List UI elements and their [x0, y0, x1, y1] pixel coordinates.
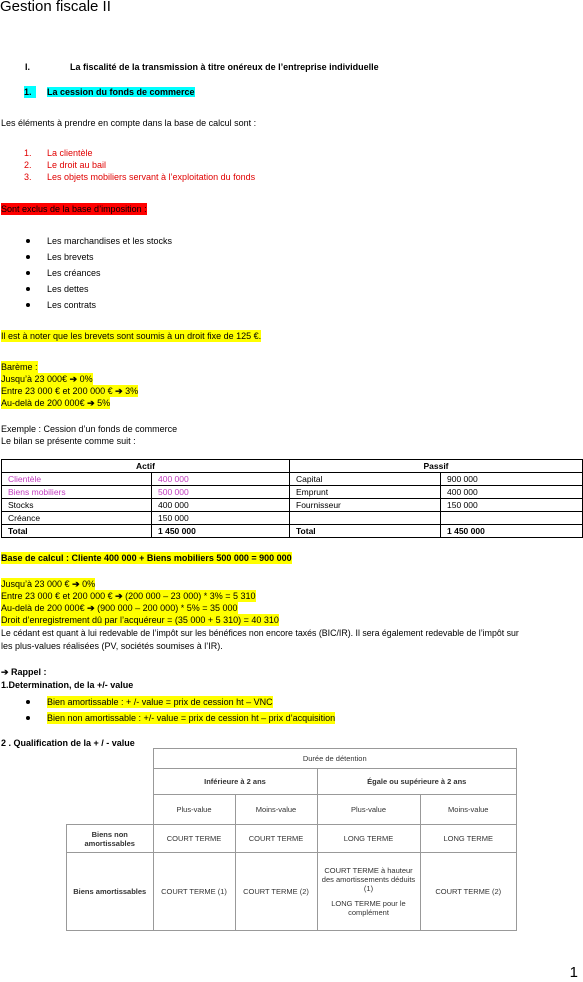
excluded-item: Les dettes [47, 284, 89, 294]
cedant-text-2: les plus-values réalisées (PV, sociétés soumises à l’IR). [1, 641, 223, 651]
cell: LONG TERME [420, 825, 517, 853]
calc-line-4: Droit d’enregistrement dû par l’acquéreur = (35 000 + 5 310) = 40 310 [1, 615, 279, 625]
arrow-right-icon: ➔ [115, 386, 123, 396]
included-item-2: Le droit au bail [47, 160, 107, 170]
balance-sheet-table [1, 459, 583, 538]
qual-pv: Plus-value [153, 795, 235, 825]
included-num-1: 1. [24, 148, 32, 158]
qual-row-label: Biens non amortissables [67, 825, 154, 853]
arrow-right-icon: ➔ [115, 591, 123, 601]
rappel-title: ➔ Rappel : [1, 667, 47, 677]
calc-line-3: Au-delà de 200 000€ ➔ (900 000 – 200 000) * 5% = 35 000 [1, 603, 238, 613]
qual-sup: Égale ou supérieure à 2 ans [317, 769, 517, 795]
cell: 400 000 [441, 486, 583, 499]
excluded-item: Les marchandises et les stocks [47, 236, 173, 246]
excluded-item: Les créances [47, 268, 101, 278]
balance-header-passif: Passif [290, 460, 583, 473]
cedant-text-1: Le cédant est quant à lui redevable de l’impôt sur les bénéfices non encore taxés (BIC/IR). Il sera également redevable de l’impôt sur [1, 628, 519, 638]
cell [290, 512, 441, 525]
cell: Emprunt [290, 486, 441, 499]
cell [317, 853, 420, 931]
cell: Total [290, 525, 441, 538]
table-row [2, 512, 583, 525]
cell: LONG TERME [317, 825, 420, 853]
cell: Créance [2, 512, 152, 525]
cell: Fournisseur [290, 499, 441, 512]
bullet-icon [26, 700, 30, 704]
excluded-item: Les brevets [47, 252, 94, 262]
excluded-item: Les contrats [47, 300, 97, 310]
section-number: I. [25, 62, 31, 72]
bareme-line-2: Entre 23 000 € et 200 000 € ➔ 3% [1, 386, 139, 396]
cell: Biens mobiliers [2, 486, 152, 499]
cell: 900 000 [441, 473, 583, 486]
bareme-title: Barème : [1, 362, 38, 372]
cell: 500 000 [152, 486, 290, 499]
included-item-1: La clientèle [47, 148, 93, 158]
calc-line-1: Jusqu’à 23 000 € ➔ 0% [1, 579, 96, 589]
qualification-table [66, 748, 517, 931]
cell: COURT TERME [153, 825, 235, 853]
included-item-3: Les objets mobiliers servant à l’exploitation du fonds [47, 172, 256, 182]
cell [441, 512, 583, 525]
subsection-title: La cession du fonds de commerce [47, 87, 195, 97]
qual-mv: Moins-value [420, 795, 517, 825]
bullet-icon [26, 239, 30, 243]
cell: Clientèle [2, 473, 152, 486]
intro-text: Les éléments à prendre en compte dans la base de calcul sont : [1, 118, 257, 128]
determination-title: 1.Determination, de la +/- value [1, 680, 134, 690]
cell-text: COURT TERME à hauteur des amortissements déduits (1) [321, 866, 416, 893]
cell: 1 450 000 [441, 525, 583, 538]
cell-text: LONG TERME pour le complément [331, 899, 406, 917]
arrow-right-icon: ➔ [87, 398, 95, 408]
page-number: 1 [569, 964, 578, 981]
arrow-right-icon: ➔ [1, 667, 9, 677]
arrow-right-icon: ➔ [72, 579, 80, 589]
arrow-right-icon: ➔ [69, 374, 78, 384]
calc-line-2: Entre 23 000 € et 200 000 € ➔ (200 000 – 23 000) * 3% = 5 310 [1, 591, 256, 601]
cell: 400 000 [152, 473, 290, 486]
cell: Capital [290, 473, 441, 486]
table-row [2, 486, 583, 499]
bullet-icon [26, 287, 30, 291]
cell: 1 450 000 [152, 525, 290, 538]
cell: COURT TERME (2) [235, 853, 317, 931]
qual-duree: Durée de détention [153, 749, 517, 769]
section-title: La fiscalité de la transmission à titre onéreux de l’entreprise individuelle [70, 62, 379, 72]
cell: 150 000 [152, 512, 290, 525]
cell: 150 000 [441, 499, 583, 512]
bullet-icon [26, 271, 30, 275]
subsection-number: 1. [24, 86, 36, 98]
note-brevets: Il est à noter que les brevets sont soumis à un droit fixe de 125 €. [1, 331, 262, 341]
qual-mv: Moins-value [235, 795, 317, 825]
det-item-2: Bien non amortissable : +/- value = prix de cession ht – prix d’acquisition [47, 713, 336, 723]
page-title: Gestion fiscale II [0, 0, 111, 15]
cell: COURT TERME (2) [420, 853, 517, 931]
qual-pv: Plus-value [317, 795, 420, 825]
bullet-icon [26, 716, 30, 720]
excluded-title: Sont exclus de la base d’imposition : [1, 204, 147, 214]
included-num-2: 2. [24, 160, 32, 170]
qualification-title: 2 . Qualification de la + / - value [1, 738, 135, 748]
table-row [2, 525, 583, 538]
table-row [2, 499, 583, 512]
cell: Total [2, 525, 152, 538]
example-line-1: Exemple : Cession d’un fonds de commerce [1, 424, 178, 434]
cell [67, 749, 154, 825]
det-item-1: Bien amortissable : + /- value = prix de cession ht – VNC [47, 697, 273, 707]
arrow-right-icon: ➔ [87, 603, 95, 613]
included-num-3: 3. [24, 172, 32, 182]
base-calcul: Base de calcul : Cliente 400 000 + Biens mobiliers 500 000 = 900 000 [1, 553, 292, 563]
cell: COURT TERME [235, 825, 317, 853]
bullet-icon [26, 255, 30, 259]
table-row [2, 473, 583, 486]
example-line-2: Le bilan se présente comme suit : [1, 436, 136, 446]
bareme-line-3: Au-delà de 200 000€ ➔ 5% [1, 398, 111, 408]
cell: 400 000 [152, 499, 290, 512]
bullet-icon [26, 303, 30, 307]
cell: COURT TERME (1) [153, 853, 235, 931]
cell: Stocks [2, 499, 152, 512]
bareme-line-1: Jusqu’à 23 000€ ➔ 0% [1, 374, 93, 384]
qual-inf: Inférieure à 2 ans [153, 769, 317, 795]
qual-row-label: Biens amortissables [67, 853, 154, 931]
balance-header-actif: Actif [2, 460, 290, 473]
